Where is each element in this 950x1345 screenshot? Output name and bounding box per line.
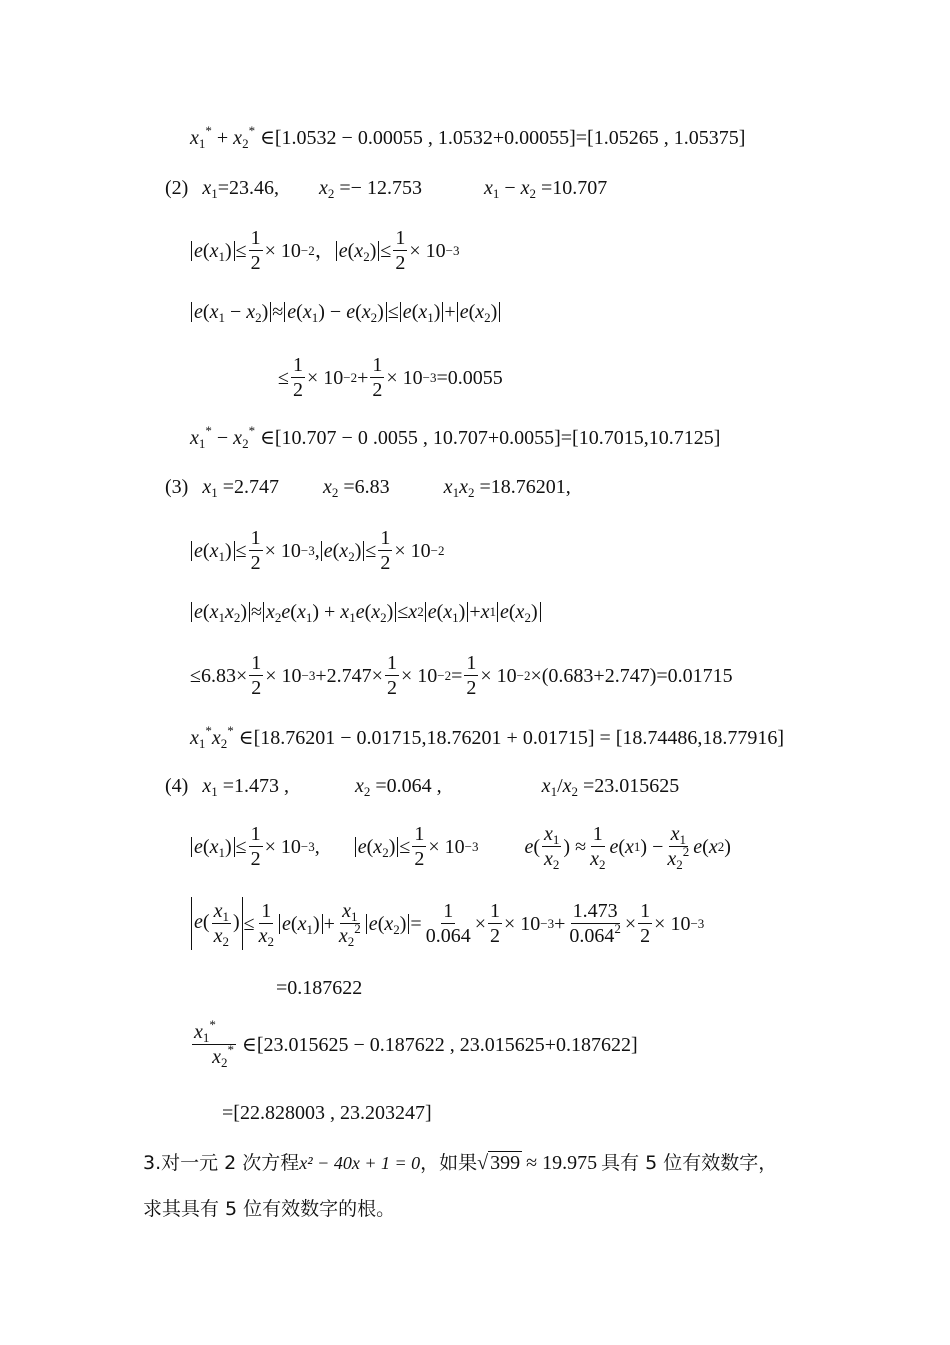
part3-x2: 6.83 — [354, 476, 390, 498]
part2-header: (2) $x_1=$ 23.46 , $x_2$ = − 12.753 $x_1 - x_2$ = 10.707 — [165, 177, 608, 201]
problem3-approx: ≈ 19.975 — [526, 1152, 598, 1174]
part4-result: =0.187622 — [276, 977, 363, 999]
part4-quot: 23.015625 — [594, 775, 680, 797]
problem3-line1: 3.对一元 2 次方程 x² − 40x + 1 = 0 ，如果 √ 399 ≈ 19.975 具有 5 位有效数字， — [143, 1151, 778, 1174]
part3-bound: ≤ 6.83 × $\frac{1}{2}$ × 10 −3 + 2.747 × $\frac{1}{2}$ × 10 −2 = $\frac{1}{2}$ × 10 −2 × (0.683+2.747)=0.01715 — [190, 652, 733, 699]
part2-diff-error: $e(x_1 - x_2)$ ≈ $e(x_1) - e(x_2)$ ≤ $e(x_1)$ + $e(x_2)$ — [190, 302, 501, 322]
part2-label: (2) — [165, 177, 189, 199]
part3-header: (3) $x_1$ = 2.747 $x_2$ = 6.83 $x_1x_2$ = 18.76201, — [165, 476, 571, 500]
part4-header: (4) $x_1$ = 1.473 , $x_2$ = 0.064 , $x_1/x_2$ = 23.015625 — [165, 775, 680, 799]
part4-den2: 0.064 — [569, 925, 615, 947]
part3-coef1: 6.83 — [200, 664, 236, 687]
part2-diff: 10.707 — [552, 177, 608, 199]
part2-interval-line: $x_1^* - x_2^*$ ∈ [10.707 − 0 .0055 , 10.707+0.0055]=[10.7015,10.7125] — [190, 423, 721, 451]
part2-bound-result: =0.0055 — [436, 366, 503, 389]
part3-interval-line: $x_1^*x_2^*$ ∈ [18.76201 − 0.01715,18.76201 + 0.01715] = [18.74486,18.77916] — [190, 723, 785, 751]
sum-interval: [1.0532 − 0.00055 , 1.0532+0.00055]=[1.05265 , 1.05375] — [274, 127, 746, 149]
part4-x2: 0.064 , — [386, 775, 442, 797]
sum-interval-line: $x_1^* + x_2^*$ ∈ [1.0532 − 0.00055 , 1.0532+0.00055]=[1.05265 , 1.05375] — [190, 123, 746, 151]
part4-quot-error: e( $\frac{x_1}{x_2}$ ) ≤ $\frac{1}{x_2}$ $e(x_1)$ + $\frac{x_1}{x_2^2}$ $e(x_2)$ = $\frac{1}{0.064}$ × $\frac{1}{2}$ × 10 −3 + $\frac{1.473}{0.064^2}$ × $\frac{1}{2}$ × 10 −3 — [190, 897, 704, 950]
part4-label: (4) — [165, 775, 189, 797]
part3-factor: (0.683+2.747)=0.01715 — [541, 664, 733, 687]
part4-num2: 1.473 — [572, 900, 618, 922]
part3-x1: 2.747 — [234, 476, 279, 498]
problem3-equation: x² − 40x + 1 = 0 — [299, 1153, 421, 1173]
part3-prod: 18.76201, — [490, 476, 571, 498]
part2-x2: − 12.753 — [350, 177, 422, 199]
part2-interval: [10.707 − 0 .0055 , 10.707+0.0055]=[10.7015,10.7125] — [274, 427, 721, 449]
part3-prod-error: $e(x_1x_2)$ ≈ $x_2e(x_1) + x_1e(x_2)$ ≤ x 2 $e(x_1)$ + x 1 $e(x_2)$ — [190, 602, 542, 622]
part3-label: (3) — [165, 476, 189, 498]
problem3-sqrt-arg: 399 — [490, 1152, 521, 1174]
part2-error-bounds: $e(x_1)$ ≤ $\frac{1}{2}$ × 10 −2 ， $e(x_2)$ ≤ $\frac{1}{2}$ × 10 −3 — [190, 228, 459, 273]
part2-x1: 23.46 — [229, 177, 274, 199]
problem3-mid: ，如果 — [420, 1151, 478, 1174]
part3-error-bounds: $e(x_1)$ ≤ $\frac{1}{2}$ × 10 −3 , $e(x_2)$ ≤ $\frac{1}{2}$ × 10 −2 — [190, 528, 444, 573]
part4-den1: 0.064 — [425, 925, 471, 947]
part4-interval: [23.015625 − 0.187622 , 23.015625+0.187622] — [256, 1033, 638, 1056]
part4-x1: 1.473 , — [234, 775, 289, 797]
part3-coef2: 2.747 — [326, 664, 372, 687]
part4-error-bounds: $e(x_1)$ ≤ $\frac{1}{2}$ × 10 −3 , $e(x_2)$ ≤ $\frac{1}{2}$ × 10 −3 e ( $\frac{x_1}{x_2}$ ) ≈ $\frac{1}{x_2}$ e ( x 1 ) − $\frac{x_1}{x_2^2}$ e ( x 2 ) — [190, 824, 731, 869]
problem3-line2: 求其具有 5 位有效数字的根。 — [143, 1198, 396, 1220]
part2-bound: ≤ $\frac{1}{2}$ × 10 −2 + $\frac{1}{2}$ × 10 −3 =0.0055 — [278, 354, 503, 401]
part3-interval: [18.76201 − 0.01715,18.76201 + 0.01715] = [18.74486,18.77916] — [253, 727, 785, 749]
part4-interval-line: $\frac{x_1^*}{x_2^*}$ ∈ [23.015625 − 0.187622 , 23.015625+0.187622] — [194, 1017, 638, 1070]
problem3-prefix: 3.对一元 2 次方程 — [143, 1151, 300, 1174]
problem3-suffix: 具有 5 位有效数字， — [601, 1151, 778, 1174]
part4-interval2: =[22.828003 , 23.203247] — [222, 1102, 432, 1124]
